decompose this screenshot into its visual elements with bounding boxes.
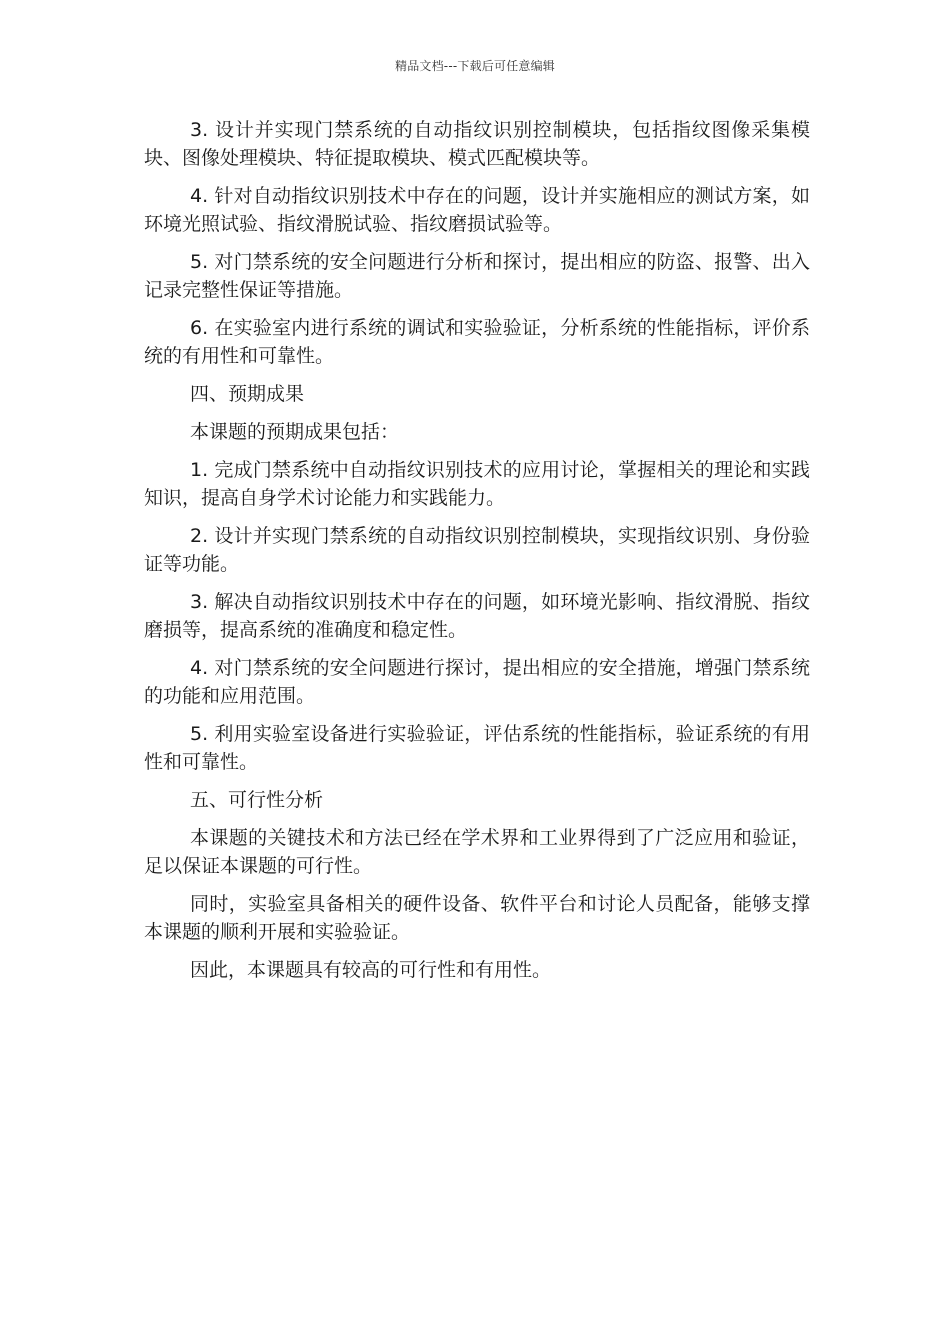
result-item-2: 2. 设计并实现门禁系统的自动指纹识别控制模块，实现指纹识别、身份验证等功能。 — [144, 525, 810, 575]
result-item-3: 3. 解决自动指纹识别技术中存在的问题，如环境光影响、指纹滑脱、指纹磨损等，提高系统的准确度和稳定性。 — [144, 591, 810, 641]
paragraph-feasibility-methods: 本课题的关键技术和方法已经在学术界和工业界得到了广泛应用和验证，足以保证本课题的可行性。 — [144, 827, 810, 877]
result-item-1: 1. 完成门禁系统中自动指纹识别技术的应用讨论，掌握相关的理论和实践知识，提高自身学术讨论能力和实践能力。 — [144, 459, 810, 509]
paragraph-expected-results-intro: 本课题的预期成果包括： — [190, 421, 400, 443]
paragraph-security-analysis: 5. 对门禁系统的安全问题进行分析和探讨，提出相应的防盗、报警、出入记录完整性保证等措施。 — [144, 251, 810, 301]
paragraph-test-plan: 4. 针对自动指纹识别技术中存在的问题，设计并实施相应的测试方案，如环境光照试验、指纹滑脱试验、指纹磨损试验等。 — [144, 185, 810, 235]
result-item-5: 5. 利用实验室设备进行实验验证，评估系统的性能指标，验证系统的有用性和可靠性。 — [144, 723, 810, 773]
paragraph-design-control-module: 3. 设计并实现门禁系统的自动指纹识别控制模块，包括指纹图像采集模块、图像处理模块、特征提取模块、模式匹配模块等。 — [144, 119, 810, 169]
paragraph-feasibility-conclusion: 因此，本课题具有较高的可行性和有用性。 — [190, 959, 552, 981]
section-heading-feasibility: 五、可行性分析 — [190, 789, 324, 811]
section-heading-expected-results: 四、预期成果 — [190, 383, 305, 405]
paragraph-feasibility-resources: 同时，实验室具备相关的硬件设备、软件平台和讨论人员配备，能够支撑本课题的顺利开展和实验验证。 — [144, 893, 810, 943]
result-item-4: 4. 对门禁系统的安全问题进行探讨，提出相应的安全措施，增强门禁系统的功能和应用范围。 — [144, 657, 810, 707]
page-header: 精品文档---下载后可任意编辑 — [395, 59, 555, 73]
document-body — [144, 116, 810, 994]
paragraph-lab-verification: 6. 在实验室内进行系统的调试和实验验证，分析系统的性能指标，评价系统的有用性和可靠性。 — [144, 317, 810, 367]
